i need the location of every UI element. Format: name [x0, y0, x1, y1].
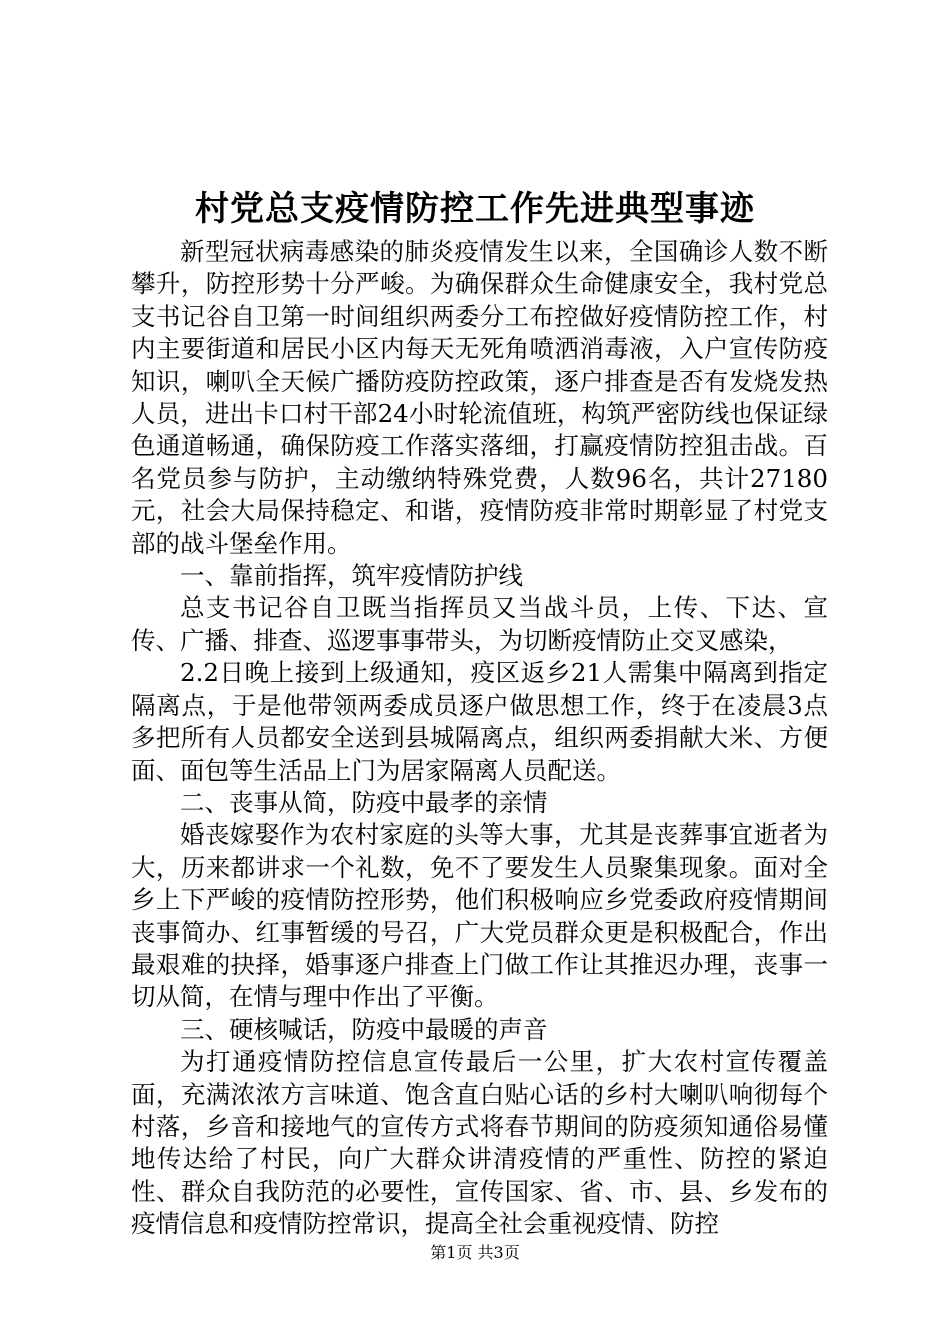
document-title: 村党总支疫情防控工作先进典型事迹	[195, 189, 755, 229]
page-footer: 第1页 共3页	[430, 1243, 520, 1262]
paragraph-section-1b: 2.2日晚上接到上级通知，疫区返乡21人需集中隔离到指定隔离点，于是他带领两委成员逐户做思想工作，终于在凌晨3点多把所有人员都安全送到县城隔离点，组织两委捐献大米、方便面、面包等生活品上门为居家隔离人员配送。	[131, 658, 828, 785]
section-heading-1: 一、靠前指挥，筑牢疫情防护线	[180, 561, 523, 591]
section-heading-3: 三、硬核喊话，防疫中最暖的声音	[180, 1014, 548, 1044]
paragraph-section-3: 为打通疫情防控信息宣传最后一公里，扩大农村宣传覆盖面，充满浓浓方言味道、饱含直白贴心话的乡村大喇叭响彻每个村落，乡音和接地气的宣传方式将春节期间的防疫须知通俗易懂地传达给了村民，向广大群众讲清疫情的严重性、防控的紧迫性、群众自我防范的必要性，宣传国家、省、市、县、乡发布的疫情信息和疫情防控常识，提高全社会重视疫情、防控	[131, 1047, 828, 1239]
paragraph-intro: 新型冠状病毒感染的肺炎疫情发生以来，全国确诊人数不断攀升，防控形势十分严峻。为确保群众生命健康安全，我村党总支书记谷自卫第一时间组织两委分工布控做好疫情防控工作，村内主要街道和居民小区内每天无死角喷洒消毒液，入户宣传防疫知识，喇叭全天候广播防疫防控政策，逐户排查是否有发烧发热人员，进出卡口村干部24小时轮流值班，构筑严密防线也保证绿色通道畅通，确保防疫工作落实落细，打赢疫情防控狙击战。百名党员参与防护，主动缴纳特殊党费，人数96名，共计27180元，社会大局保持稳定、和谐，疫情防疫非常时期彰显了村党支部的战斗堡垒作用。	[131, 237, 828, 558]
paragraph-section-2: 婚丧嫁娶作为农村家庭的头等大事，尤其是丧葬事宜逝者为大，历来都讲求一个礼数，免不了要发生人员聚集现象。面对全乡上下严峻的疫情防控形势，他们积极响应乡党委政府疫情期间丧事简办、红事暂缓的号召，广大党员群众更是积极配合，作出最艰难的抉择，婚事逐户排查上门做工作让其推迟办理，丧事一切从简，在情与理中作出了平衡。	[131, 820, 828, 1012]
document-body	[131, 236, 828, 1241]
paragraph-section-1a: 总支书记谷自卫既当指挥员又当战斗员，上传、下达、宣传、广播、排查、巡逻事事带头，为切断疫情防止交叉感染，	[131, 593, 828, 655]
section-heading-2: 二、丧事从简，防疫中最孝的亲情	[180, 787, 548, 817]
